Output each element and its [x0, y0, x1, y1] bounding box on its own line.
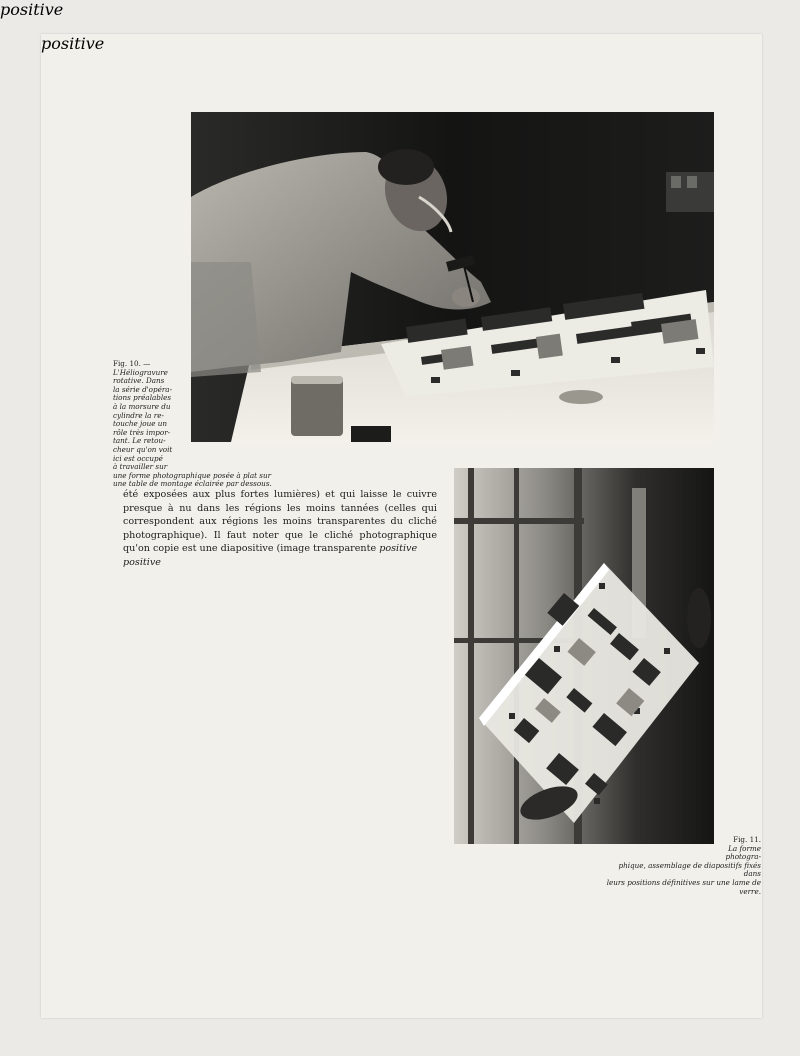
figure-10-caption [113, 360, 283, 489]
caption-line: la série d'opéra- [113, 384, 172, 394]
emphasis: positive [0, 0, 64, 19]
figure-11-caption [601, 836, 761, 896]
caption-line: une table de montage éclairée par dessous. [113, 479, 272, 489]
figure-11-label: Fig. 11. [733, 835, 761, 844]
caption-line: rotative. Dans [113, 376, 165, 386]
caption-line: L'Héliogravure [113, 367, 168, 377]
emphasis: positive [379, 543, 418, 555]
caption-line: touche joue un [113, 419, 168, 429]
photo-glass-plate-image [454, 468, 714, 844]
body-text-column [123, 488, 437, 570]
caption-line: cylindre la re- [113, 410, 164, 420]
caption-line: ici est occupé [113, 453, 163, 463]
caption-line: à travailler sur [113, 462, 168, 472]
caption-line: La forme [728, 843, 761, 853]
caption-line: phique, assemblage de diapositifs fixés dans [618, 860, 761, 879]
caption-line: rôle très impor- [113, 427, 171, 437]
text-run: été exposées aux plus fortes lumières) et qui laisse le cuivre presque à nu dans les régions les moins tannées (celles qui correspondent aux régions les moins transparentes du cliché photographique). Il faut noter que le cliché photographique qu'on copie est une diapositive (image transparente [123, 489, 437, 555]
caption-line: cheur qu'on voit [113, 444, 173, 454]
emphasis: positive [41, 34, 105, 53]
figure-10-label: Fig. 10. — [113, 359, 151, 368]
paragraph [123, 488, 437, 556]
emphasis: positive [123, 556, 161, 568]
caption-line: photogra- [725, 852, 761, 862]
document-page [41, 34, 762, 1018]
caption-line: à la morsure du [113, 401, 171, 411]
caption-line: tant. Le retou- [113, 436, 166, 446]
caption-line: une forme photographique posée à plat sur [113, 470, 272, 480]
caption-line: tions préalables [113, 393, 172, 403]
caption-line: leurs positions définitives sur une lame de verre. [606, 877, 761, 896]
photo-glass-plate-assembly [454, 468, 714, 844]
